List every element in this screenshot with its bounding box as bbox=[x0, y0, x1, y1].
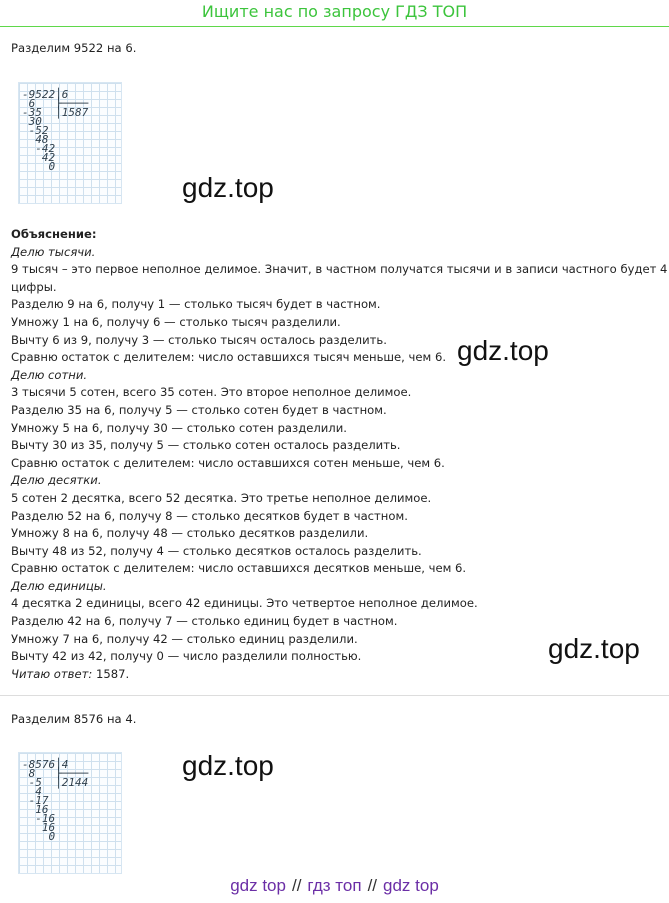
footer-link-gdz-top[interactable]: gdz top bbox=[230, 876, 286, 895]
explanation-line: Вычту 42 из 42, получу 0 — число разделили полностью. bbox=[11, 649, 362, 664]
explanation-line: Сравню остаток с делителем: число оставшихся десятков меньше, чем 6. bbox=[11, 561, 467, 576]
explanation-line: Сравню остаток с делителем: число оставшихся сотен меньше, чем 6. bbox=[11, 455, 445, 470]
explanation-line: Делю единицы. bbox=[11, 578, 107, 593]
watermark: gdz.top bbox=[548, 633, 640, 664]
explanation-line: Разделю 52 на 6, получу 8 — столько десятков будет в частном. bbox=[11, 508, 408, 523]
explanation-heading: Объяснение: bbox=[11, 227, 97, 241]
explanation-line: Разделю 42 на 6, получу 7 — столько единиц будет в частном. bbox=[11, 614, 398, 629]
search-banner: Ищите нас по запросу ГДЗ ТОП bbox=[0, 0, 669, 27]
explanation bbox=[11, 226, 668, 683]
explanation-line: 4 десятка 2 единицы, всего 42 единицы. Это четвертое неполное делимое. bbox=[11, 596, 478, 611]
explanation-line: Вычту 30 из 35, получу 5 — столько сотен осталось разделить. bbox=[11, 438, 401, 453]
problem1-title: Разделим 9522 на 6. bbox=[11, 41, 137, 55]
explanation-line: Делю сотни. bbox=[11, 367, 88, 382]
footer-link-gdz-top-2[interactable]: gdz top bbox=[383, 876, 439, 895]
explanation-line: Вычту 48 из 52, получу 4 — столько десятков осталось разделить. bbox=[11, 543, 422, 558]
explanation-line: Умножу 8 на 6, получу 48 — столько десятков разделили. bbox=[11, 526, 369, 541]
explanation-line: 9 тысяч – это первое неполное делимое. Значит, в частном получатся тысячи и в записи частного будет 4 bbox=[11, 262, 668, 277]
watermark: gdz.top bbox=[182, 750, 274, 781]
problem2-title: Разделим 8576 на 4. bbox=[11, 712, 137, 726]
answer-line bbox=[11, 666, 661, 684]
explanation-line: Делю десятки. bbox=[11, 473, 102, 488]
divider bbox=[0, 695, 669, 696]
watermark: gdz.top bbox=[457, 335, 549, 366]
problem2-handwritten-work: -8576│4 8 ├──── -5 │2144 4 -17 16 -16 16 0 bbox=[22, 758, 89, 843]
footer-separator: // bbox=[291, 876, 302, 895]
problem1-handwritten-work: -9522│6 6 ├──── -35 │1587 30 -52 48 -42 42 0 bbox=[22, 88, 89, 173]
explanation-line: 5 сотен 2 десятка, всего 52 десятка. Это третье неполное делимое. bbox=[11, 490, 432, 505]
answer-label: Читаю ответ: bbox=[11, 666, 93, 681]
explanation-line: Умножу 7 на 6, получу 42 — столько единиц разделили. bbox=[11, 631, 358, 646]
explanation-line: Разделю 9 на 6, получу 1 — столько тысяч будет в частном. bbox=[11, 297, 381, 312]
watermark: gdz.top bbox=[182, 172, 274, 203]
answer-value: 1587. bbox=[92, 666, 130, 681]
footer-separator: // bbox=[367, 876, 378, 895]
explanation-line: Умножу 5 на 6, получу 30 — столько сотен разделили. bbox=[11, 420, 347, 435]
explanation-line: Делю тысячи. bbox=[11, 244, 96, 259]
footer-links bbox=[0, 876, 669, 896]
explanation-line: Умножу 1 на 6, получу 6 — столько тысяч разделили. bbox=[11, 314, 341, 329]
explanation-line: Сравню остаток с делителем: число оставшихся тысяч меньше, чем 6. bbox=[11, 350, 447, 365]
explanation-line: 3 тысячи 5 сотен, всего 35 сотен. Это второе неполное делимое. bbox=[11, 385, 412, 400]
explanation-line: цифры. bbox=[11, 279, 57, 294]
explanation-line: Вычту 6 из 9, получу 3 — столько тысяч осталось разделить. bbox=[11, 332, 387, 347]
footer-link-gdz-top-ru[interactable]: гдз топ bbox=[307, 876, 362, 895]
explanation-line: Разделю 35 на 6, получу 5 — столько сотен будет в частном. bbox=[11, 402, 387, 417]
